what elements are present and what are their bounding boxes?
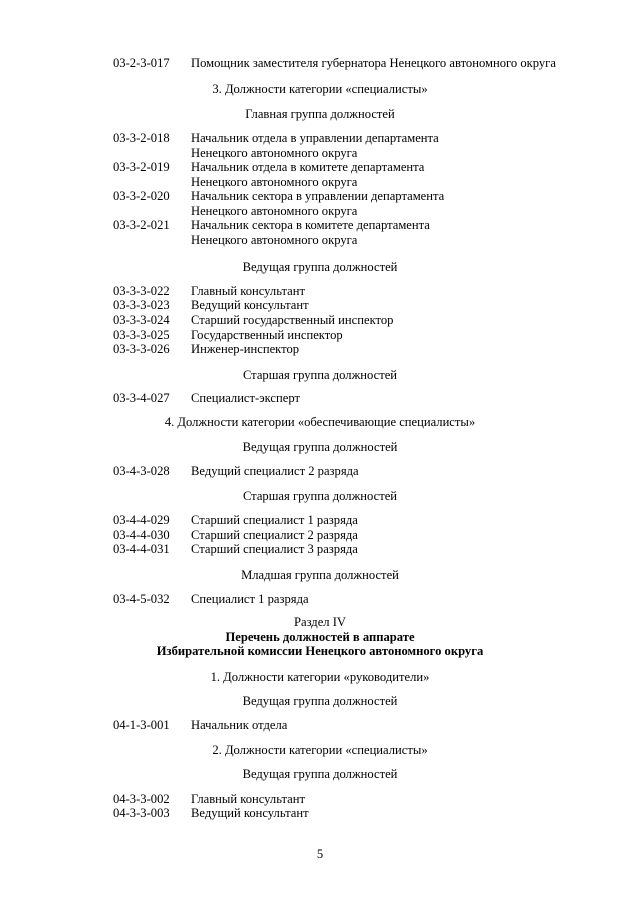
position-code: 03-3-3-025 <box>113 328 170 342</box>
position-row <box>113 592 309 607</box>
position-row <box>113 313 393 328</box>
position-code: 03-4-4-029 <box>113 513 170 527</box>
position-code: 03-4-4-030 <box>113 528 170 542</box>
position-name: Государственный инспектор <box>191 328 343 342</box>
category-heading: 3. Должности категории «специалисты» <box>212 82 428 96</box>
group-heading: Старшая группа должностей <box>242 368 398 382</box>
position-name: Старший государственный инспектор <box>191 313 394 327</box>
position-code: 03-4-5-032 <box>113 592 170 606</box>
position-code: 03-3-2-018 <box>113 131 170 145</box>
position-code: 03-3-2-021 <box>113 218 170 232</box>
group-heading: Старшая группа должностей <box>242 489 398 503</box>
position-name: Начальник отдела в комитете департамента Ненецкого автономного округа <box>191 160 425 189</box>
position-code: 03-3-4-027 <box>113 391 170 405</box>
group-heading: Младшая группа должностей <box>241 568 399 582</box>
position-code: 03-3-3-022 <box>113 284 170 298</box>
position-row <box>113 391 300 406</box>
position-row <box>113 464 359 479</box>
position-code: 03-3-2-019 <box>113 160 170 174</box>
position-row <box>113 342 299 357</box>
group-heading: Ведущая группа должностей <box>242 260 398 274</box>
position-code: 04-1-3-001 <box>113 718 170 732</box>
position-name: Главный консультант <box>191 284 305 298</box>
group-heading: Главная группа должностей <box>245 107 395 121</box>
position-name: Помощник заместителя губернатора Ненецкого автономного округа <box>191 56 556 70</box>
position-row <box>113 718 287 733</box>
position-name: Старший специалист 2 разряда <box>191 528 358 542</box>
position-code: 03-3-3-023 <box>113 298 170 312</box>
position-code: 03-3-3-026 <box>113 342 170 356</box>
position-name: Специалист-эксперт <box>191 391 300 405</box>
position-name: Инженер-инспектор <box>191 342 300 356</box>
position-name: Начальник отдела <box>191 718 288 732</box>
position-row <box>113 131 439 160</box>
position-code: 03-4-3-028 <box>113 464 170 478</box>
position-name: Старший специалист 1 разряда <box>191 513 358 527</box>
position-row <box>113 189 444 218</box>
position-name: Старший специалист 3 разряда <box>191 542 358 556</box>
position-row <box>113 160 424 189</box>
position-name: Начальник отдела в управлении департамента Ненецкого автономного округа <box>191 131 439 160</box>
position-row <box>113 542 358 557</box>
position-name: Начальник сектора в управлении департамента Ненецкого автономного округа <box>191 189 445 218</box>
position-row <box>113 56 556 71</box>
category-heading: 1. Должности категории «руководители» <box>210 670 430 684</box>
position-code: 03-4-4-031 <box>113 542 170 556</box>
category-heading: 2. Должности категории «специалисты» <box>212 743 428 757</box>
position-row <box>113 792 305 807</box>
group-heading: Ведущая группа должностей <box>242 440 398 454</box>
position-row <box>113 513 358 528</box>
position-name: Начальник сектора в комитете департамента Ненецкого автономного округа <box>191 218 430 247</box>
position-code: 04-3-3-003 <box>113 806 170 820</box>
position-name: Главный консультант <box>191 792 305 806</box>
position-code: 03-2-3-017 <box>113 56 170 70</box>
position-name: Ведущий консультант <box>191 806 309 820</box>
section-label: Раздел IV <box>293 615 347 629</box>
position-row <box>113 218 430 247</box>
group-heading: Ведущая группа должностей <box>242 767 398 781</box>
position-row <box>113 528 358 543</box>
group-heading: Ведущая группа должностей <box>242 694 398 708</box>
section-title: Избирательной комиссии Ненецкого автономного округа <box>156 644 484 658</box>
position-code: 03-3-3-024 <box>113 313 170 327</box>
position-name: Специалист 1 разряда <box>191 592 309 606</box>
position-code: 04-3-3-002 <box>113 792 170 806</box>
position-row <box>113 806 309 821</box>
category-heading: 4. Должности категории «обеспечивающие специалисты» <box>164 415 476 429</box>
page-number: 5 <box>316 847 324 861</box>
position-name: Ведущий специалист 2 разряда <box>191 464 359 478</box>
section-title: Перечень должностей в аппарате <box>225 630 415 644</box>
position-code: 03-3-2-020 <box>113 189 170 203</box>
position-row <box>113 284 305 299</box>
position-row <box>113 328 343 343</box>
position-row <box>113 298 309 313</box>
position-name: Ведущий консультант <box>191 298 309 312</box>
